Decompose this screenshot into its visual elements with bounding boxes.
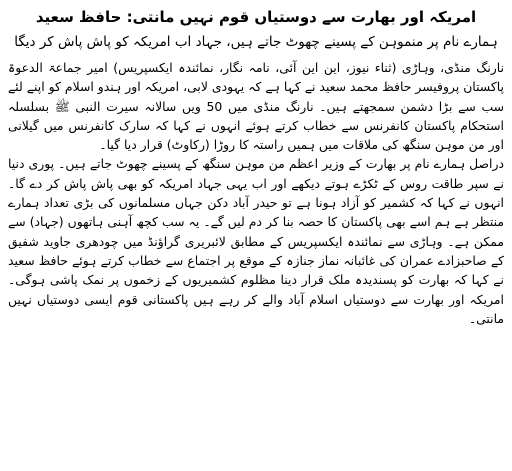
article-paragraph: دراصل ہمارے نام پر بھارت کے وزیر اعظم من موہن سنگھ کے پسینے چھوٹ جاتے ہیں۔ پوری دنیا نے سپر طاقت روس کے ٹکڑے ہوتے دیکھے اور اب یہی جہاد امریکہ کو بھی پاش پاش کر دے گا۔ انہوں نے کہا کہ کشمیر کو آزاد ہونا ہے تو حیدر آباد دکن جہاں مسلمانوں کی بڑی تعداد ہمارے منتظر ہے ہم اسے بھی پاکستان کا حصہ بنا کر دم لیں گے۔ یہ سب کچھ آہنی ہاتھوں (جہاد) سے ممکن ہے۔ وہاڑی سے نمائندہ ایکسپریس کے مطابق لائبریری گراؤنڈ میں چودھری جاوید شفیق کے صاحبزادے عمران کی غائبانہ نماز جنازہ کے موقع پر اجتماع سے خطاب کرتے ہوئے حافظ سعید نے کہا کہ بھارت کو پسندیدہ ملک قرار دینا مظلوم کشمیریوں کے زخموں پر نمک پاشی ہوگی۔ امریکہ اور بھارت سے دوستیاں اسلام آباد والے کر رہے ہیں پاکستانی قوم ایسی دوستیاں نہیں مانتی۔ (8, 156, 504, 326)
article-headline: امریکہ اور بھارت سے دوستیاں قوم نہیں مانتی: حافظ سعید (35, 8, 477, 26)
article-subheadline: ہمارے نام پر منموہن کے پسینے چھوٹ جاتے ہیں، جہاد اب امریکہ کو پاش پاش کر دیگا (14, 34, 498, 50)
article-paragraph: نارنگ منڈی، وہاڑی (ثناء نیوز، این این آئی، نامہ نگار، نمائندہ ایکسپریس) امیر جماعۃ الدعوۃ پاکستان پروفیسر حافظ محمد سعید نے کہا ہے کہ یہودی لابی، امریکہ اور ہندو اسلام کو اپنے لئے سب سے بڑا دشمن سمجھتے ہیں۔ نارنگ منڈی میں 50 ویں سالانہ سیرت النبی ﷺ بسلسلہ استحکام پاکستان کانفرنس سے خطاب کرتے ہوئے انہوں نے کہا کہ سارک کانفرنس میں گیلانی اور من موہن سنگھ کی ملاقات میں ہمیں راستہ کا روڑا (رکاوٹ) قرار دیا گیا۔ (8, 60, 504, 153)
article-body (8, 58, 504, 328)
